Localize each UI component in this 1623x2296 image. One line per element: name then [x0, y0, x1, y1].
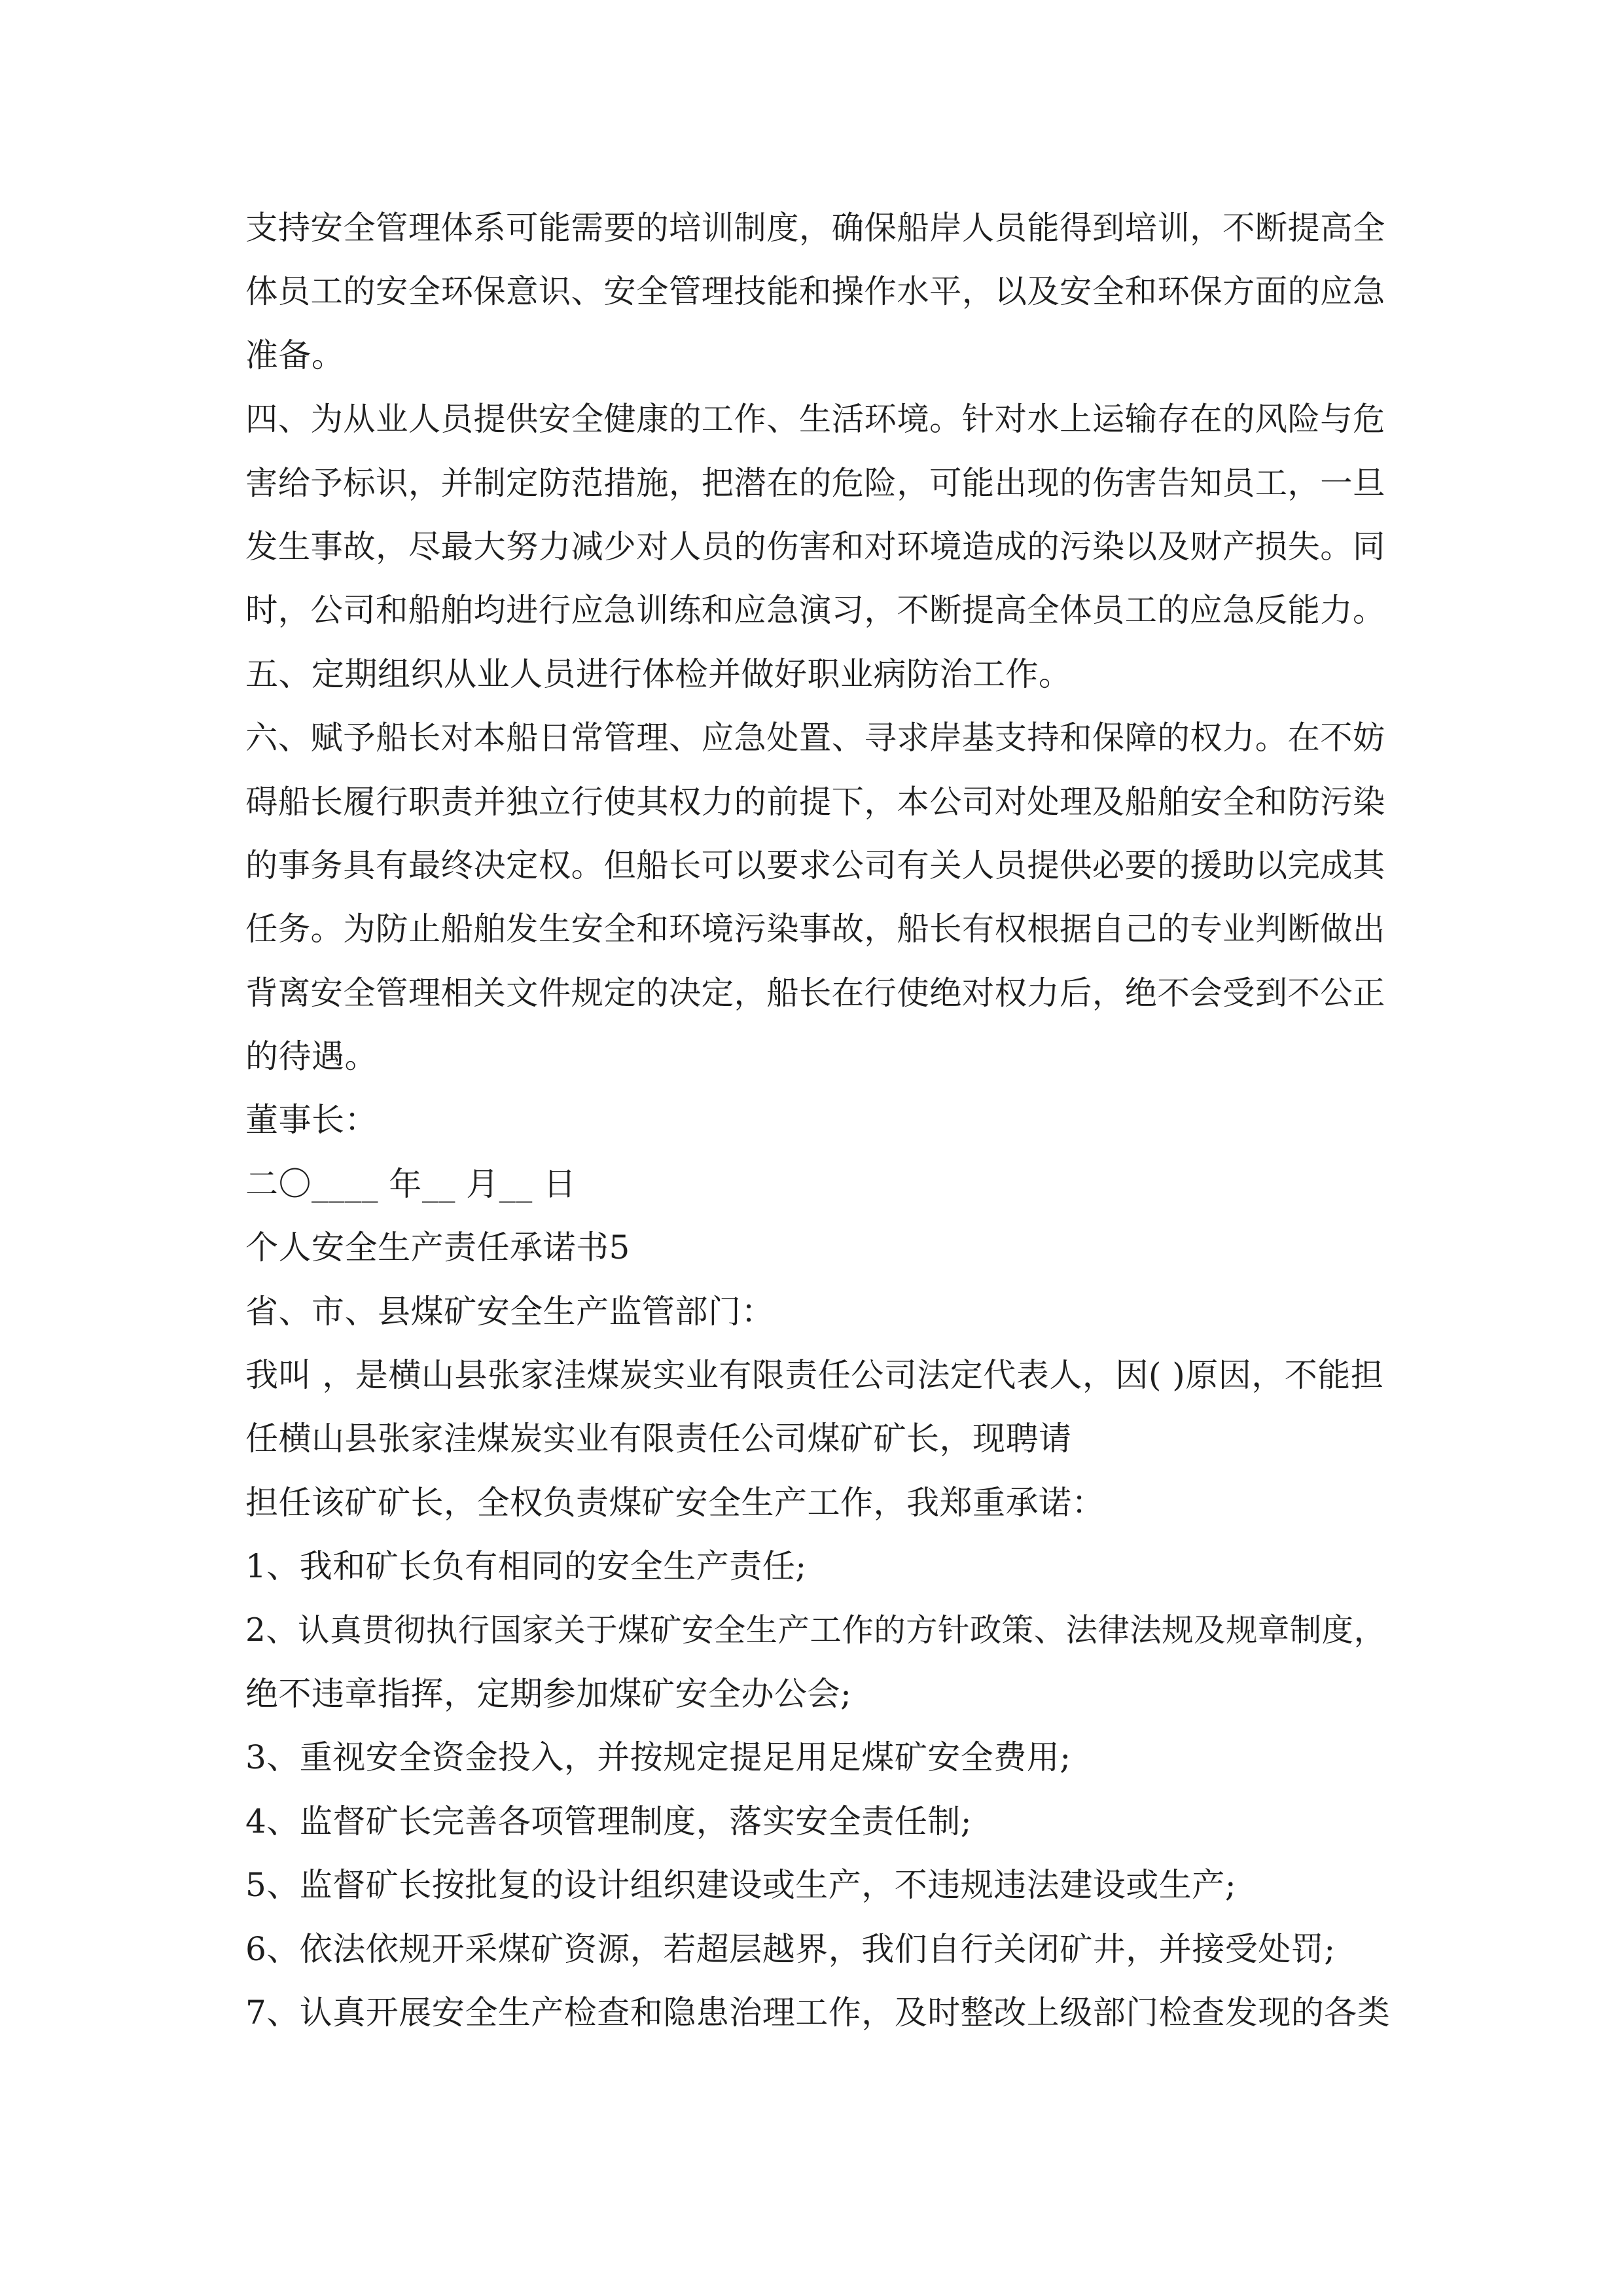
text-line: 的待遇。	[245, 1037, 378, 1076]
text-line: 任横山县张家洼煤炭实业有限责任公司煤矿矿长，现聘请	[245, 1420, 1072, 1458]
text-line: 发生事故，尽最大努力减少对人员的伤害和对环境造成的污染以及财产损失。同	[245, 527, 1385, 565]
text-line: 我叫 ，是横山县张家洼煤炭实业有限责任公司法定代表人，因( )原因，不能担	[245, 1356, 1384, 1395]
text-line: 五、定期组织从业人员进行体检并做好职业病防治工作。	[245, 655, 1072, 693]
list-item: 1、我和矿长负有相同的安全生产责任;	[245, 1547, 807, 1586]
list-item: 7、认真开展安全生产检查和隐患治理工作，及时整改上级部门检查发现的各类	[245, 1993, 1391, 2032]
text-line: 背离安全管理相关文件规定的决定，船长在行使绝对权力后，绝不会受到不公正	[245, 973, 1385, 1012]
text-line: 体员工的安全环保意识、安全管理技能和操作水平，以及安全和环保方面的应急	[245, 272, 1385, 311]
document-body	[245, 196, 1397, 2045]
addressee-line: 省、市、县煤矿安全生产监管部门：	[245, 1292, 774, 1331]
date-line: 二〇____ 年__ 月__ 日	[245, 1164, 577, 1203]
list-item: 6、依法依规开采煤矿资源，若超层越界，我们自行关闭矿井，并接受处罚;	[245, 1929, 1336, 1968]
list-item: 2、认真贯彻执行国家关于煤矿安全生产工作的方针政策、法律法规及规章制度，	[245, 1611, 1386, 1649]
list-item: 4、监督矿长完善各项管理制度，落实安全责任制;	[245, 1802, 972, 1840]
text-line: 碍船长履行职责并独立行使其权力的前提下，本公司对处理及船舶安全和防污染	[245, 782, 1385, 821]
text-line: 四、为从业人员提供安全健康的工作、生活环境。针对水上运输存在的风险与危	[245, 400, 1385, 439]
signature-label: 董事长：	[245, 1101, 378, 1139]
text-line: 时，公司和船舶均进行应急训练和应急演习，不断提高全体员工的应急反能力。	[245, 591, 1385, 630]
section-title: 个人安全生产责任承诺书5	[245, 1229, 630, 1267]
text-line: 六、赋予船长对本船日常管理、应急处置、寻求岸基支持和保障的权力。在不妨	[245, 719, 1385, 757]
list-item: 5、监督矿长按批复的设计组织建设或生产，不违规违法建设或生产;	[245, 1866, 1237, 1905]
text-line: 支持安全管理体系可能需要的培训制度，确保船岸人员能得到培训，不断提高全	[245, 209, 1385, 247]
text-line: 的事务具有最终决定权。但船长可以要求公司有关人员提供必要的援助以完成其	[245, 846, 1385, 884]
text-line: 害给予标识，并制定防范措施，把潜在的危险，可能出现的伤害告知员工，一旦	[245, 463, 1385, 502]
text-line: 担任该矿矿长，全权负责煤矿安全生产工作，我郑重承诺：	[245, 1483, 1105, 1522]
list-item: 3、重视安全资金投入，并按规定提足用足煤矿安全费用;	[245, 1738, 1071, 1777]
text-line: 绝不违章指挥，定期参加煤矿安全办公会;	[245, 1674, 852, 1713]
text-line: 准备。	[245, 336, 345, 374]
text-line: 任务。为防止船舶发生安全和环境污染事故，船长有权根据自己的专业判断做出	[245, 910, 1385, 948]
